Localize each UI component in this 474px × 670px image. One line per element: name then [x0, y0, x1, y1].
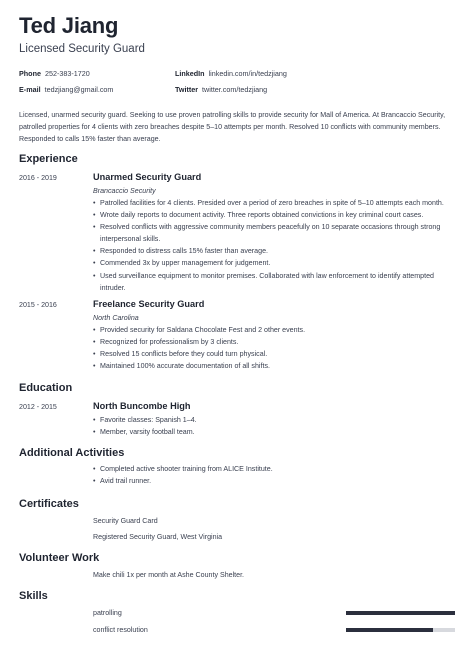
job-bullet-list: [93, 324, 455, 372]
twitter-label: Twitter: [175, 85, 199, 94]
contact-linkedin: [175, 69, 287, 78]
job-bullet: • Patrolled facilities for 4 clients. Presided over a period of zero breaches in spite of 5–10 attempts each month.: [93, 197, 455, 209]
twitter-value[interactable]: twitter.com/tedzjiang: [202, 85, 268, 94]
activity-bullet: • Avid trail runner.: [93, 475, 455, 487]
job-bullet: • Used surveillance equipment to monitor premises. Collaborated with law enforcement to identify attempted intruder.: [93, 270, 455, 294]
education-bullet: • Member, varsity football team.: [93, 426, 455, 438]
skill-name: conflict resolution: [93, 626, 148, 634]
volunteer-item: Make chili 1x per month at Ashe County Shelter.: [93, 571, 245, 579]
contact-email: [19, 85, 113, 94]
job-title: Freelance Security Guard: [93, 299, 205, 309]
job-bullet: • Provided security for Saldana Chocolate Fest and 2 other events.: [93, 324, 455, 336]
summary-paragraph: Licensed, unarmed security guard. Seeking to use proven patrolling skills to provide security for Mall of America. At Brancaccio Security, patrolled properties for 4 clients with zero breaches despite 5–10 attempts per month. Resolved 10 conflicts with community members. Responded to calls 15% faster than average.: [19, 111, 446, 143]
candidate-name: Ted Jiang: [19, 13, 119, 38]
section-title-activities: Additional Activities: [19, 447, 125, 459]
job-bullet: • Commended 3x by upper management for judgement.: [93, 257, 455, 269]
job-dates: 2016 - 2019: [19, 174, 57, 182]
candidate-title: Licensed Security Guard: [19, 43, 145, 55]
certificate-item: Security Guard Card: [93, 517, 158, 525]
email-label: E-mail: [19, 85, 41, 94]
job-title: Unarmed Security Guard: [93, 172, 202, 182]
email-value[interactable]: tedzjiang@gmail.com: [44, 85, 114, 94]
linkedin-value[interactable]: linkedin.com/in/tedzjiang: [208, 69, 287, 78]
activity-bullet: • Completed active shooter training from ALICE Institute.: [93, 463, 455, 475]
section-title-volunteer: Volunteer Work: [19, 552, 100, 564]
job-bullet: • Resolved 15 conflicts before they could turn physical.: [93, 348, 455, 360]
job-bullet: • Responded to distress calls 15% faster than average.: [93, 245, 455, 257]
activities-bullet-list: [93, 463, 455, 487]
job-bullet-list: [93, 197, 455, 294]
job-bullet: • Resolved conflicts with aggressive community members peacefully on 10 separate occasions through strong interpersonal skills.: [93, 221, 455, 245]
phone-value: 252-383-1720: [44, 69, 90, 78]
phone-label: Phone: [19, 69, 41, 78]
job-company: North Carolina: [93, 314, 139, 322]
education-dates: 2012 - 2015: [19, 403, 57, 411]
section-title-certificates: Certificates: [19, 498, 79, 510]
contact-twitter: [175, 85, 267, 94]
job-dates: 2015 - 2016: [19, 301, 57, 309]
skill-level-bar: [346, 611, 455, 615]
job-bullet: • Wrote daily reports to document activity. Three reports obtained convictions in key criminal court cases.: [93, 209, 455, 221]
job-company: Brancaccio Security: [93, 187, 156, 195]
skill-level-fill: [346, 628, 433, 632]
contact-phone: [19, 69, 90, 78]
certificate-item: Registered Security Guard, West Virginia: [93, 533, 223, 541]
skill-level-bar: [346, 628, 455, 632]
section-title-education: Education: [19, 382, 73, 394]
education-bullet: • Favorite classes: Spanish 1–4.: [93, 414, 455, 426]
job-bullet: • Recognized for professionalism by 3 clients.: [93, 336, 455, 348]
section-title-experience: Experience: [19, 153, 78, 165]
skill-name: patrolling: [93, 609, 122, 617]
job-bullet: • Maintained 100% accurate documentation of all shifts.: [93, 360, 455, 372]
skill-level-fill: [346, 611, 455, 615]
education-bullet-list: [93, 414, 455, 438]
school-name: North Buncombe High: [93, 401, 191, 411]
section-title-skills: Skills: [19, 590, 48, 602]
linkedin-label: LinkedIn: [175, 69, 205, 78]
